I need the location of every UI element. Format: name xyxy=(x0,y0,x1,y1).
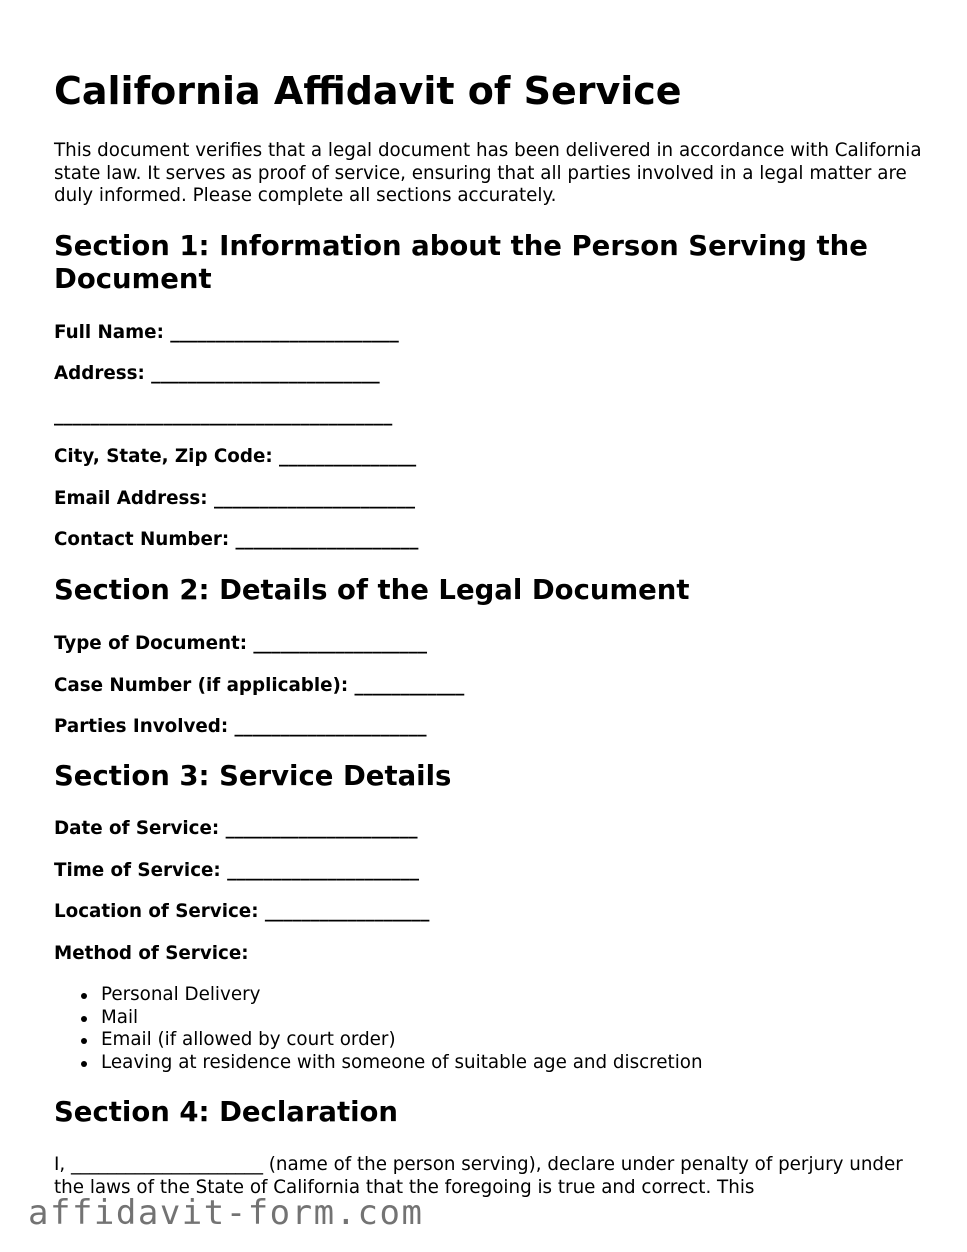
method-of-service-list xyxy=(54,984,703,1074)
method-of-service-label: Method of Service: xyxy=(54,943,249,964)
case-number-field[interactable]: Case Number (if applicable): ____________ xyxy=(54,675,465,696)
parties-involved-field[interactable]: Parties Involved: _____________________ xyxy=(54,716,427,737)
page-title: California Affidavit of Service xyxy=(54,69,682,113)
email-address-field[interactable]: Email Address: ______________________ xyxy=(54,488,416,509)
city-state-zip-field[interactable]: City, State, Zip Code: _______________ xyxy=(54,446,417,467)
location-of-service-field[interactable]: Location of Service: __________________ xyxy=(54,901,430,922)
section-1-heading: Section 1: Information about the Person Serving the Document xyxy=(54,230,868,295)
declaration-paragraph: I, _____________________ (name of the person serving), declare under penalty of perjury under the laws of the State of California that the foregoing is true and correct. This xyxy=(54,1154,903,1198)
method-item-mail: Mail xyxy=(54,1007,703,1030)
intro-paragraph: This document verifies that a legal document has been delivered in accordance with California state law. It serves as proof of service, ensuring that all parties involved in a legal matter are duly informed. Please complete all sections accurately. xyxy=(54,140,922,206)
contact-number-field[interactable]: Contact Number: ____________________ xyxy=(54,529,419,550)
address-field[interactable]: Address: _________________________ xyxy=(54,363,380,384)
time-of-service-field[interactable]: Time of Service: _____________________ xyxy=(54,860,420,881)
full-name-field[interactable]: Full Name: _________________________ xyxy=(54,322,399,343)
section-4-heading: Section 4: Declaration xyxy=(54,1096,399,1128)
address-line2-field[interactable]: _____________________________________ xyxy=(54,405,393,426)
section-3-heading: Section 3: Service Details xyxy=(54,760,452,792)
method-item-email: Email (if allowed by court order) xyxy=(54,1029,703,1052)
type-of-document-field[interactable]: Type of Document: ___________________ xyxy=(54,633,428,654)
watermark-text: affidavit-form.com xyxy=(28,1193,424,1233)
method-item-leaving-at-residence: Leaving at residence with someone of suitable age and discretion xyxy=(54,1052,703,1075)
date-of-service-field[interactable]: Date of Service: _____________________ xyxy=(54,818,418,839)
method-item-personal-delivery: Personal Delivery xyxy=(54,984,703,1007)
section-2-heading: Section 2: Details of the Legal Document xyxy=(54,574,690,606)
